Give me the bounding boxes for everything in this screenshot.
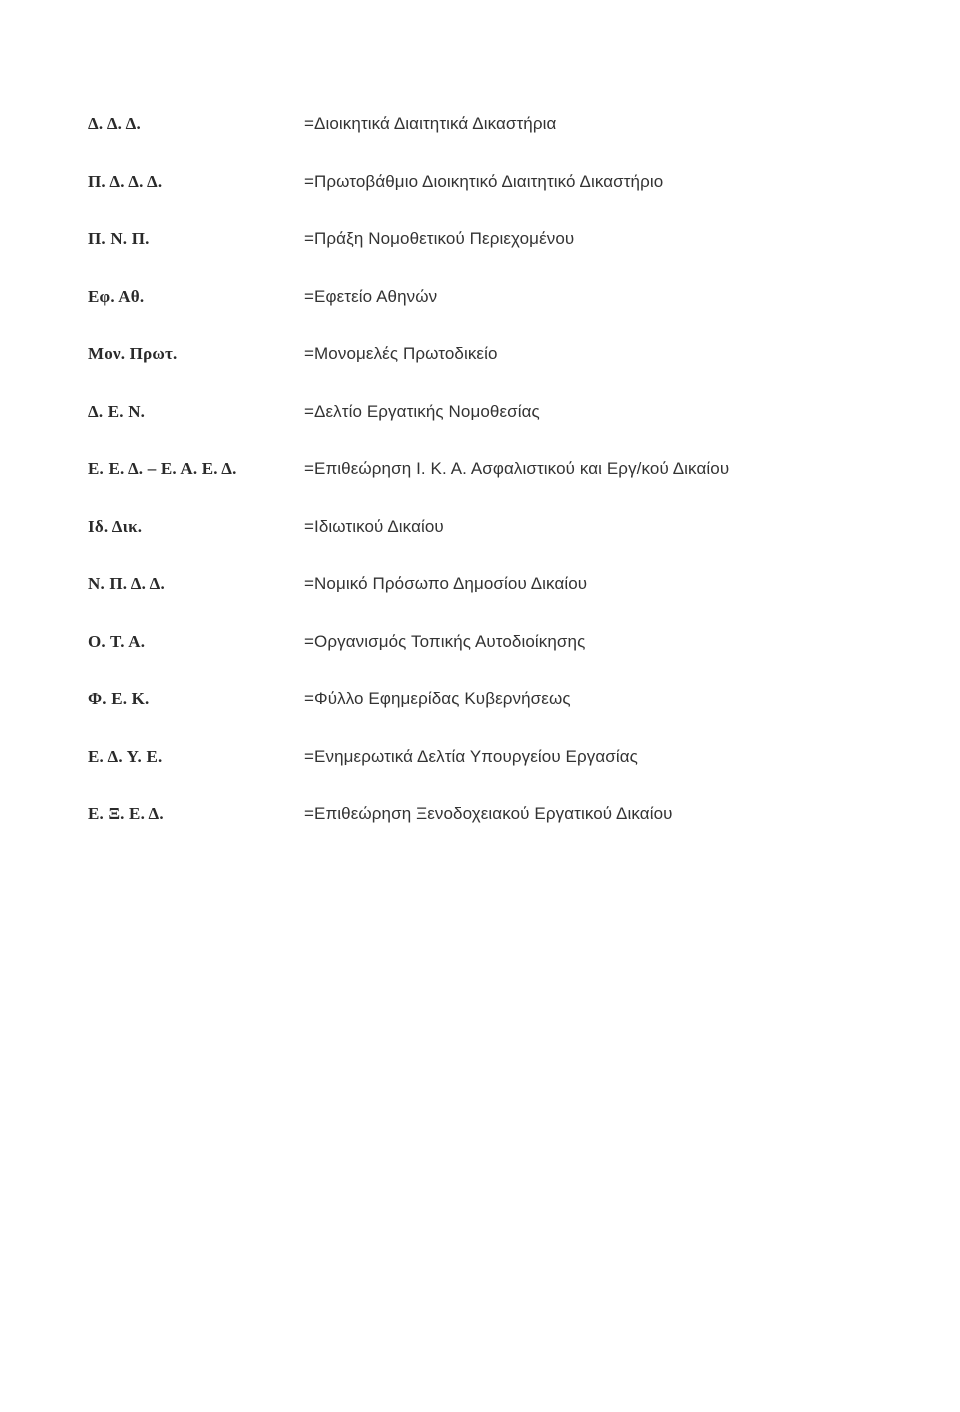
- abbreviation-row: [88, 114, 908, 172]
- abbreviation-term: Ν. Π. Δ. Δ.: [88, 574, 165, 593]
- abbreviation-definition: =Επιθεώρηση Ι. Κ. Α. Ασφαλιστικού και Εργ/κού Δικαίου: [304, 459, 730, 478]
- abbreviation-definition: =Ιδιωτικού Δικαίου: [304, 516, 444, 536]
- abbreviation-definition: =Διοικητικά Διαιτητικά Δικαστήρια: [304, 114, 557, 133]
- abbreviation-term: Μον. Πρωτ.: [88, 344, 178, 363]
- abbreviation-definition: =Νομικό Πρόσωπο Δημοσίου Δικαίου: [304, 574, 588, 593]
- abbreviation-definition: =Εφετείο Αθηνών: [304, 286, 438, 306]
- abbreviation-definition: =Επιθεώρηση Ξενοδοχειακού Εργατικού Δικαίου: [304, 804, 673, 823]
- abbreviation-row: [88, 632, 908, 690]
- abbreviation-term: Ε. Ε. Δ. – Ε. Α. Ε. Δ.: [88, 459, 237, 478]
- abbreviation-row: [88, 459, 908, 517]
- abbreviation-term: Π. Ν. Π.: [88, 229, 150, 248]
- abbreviation-term: Ο. Τ. Α.: [88, 631, 146, 651]
- abbreviation-row: [88, 747, 908, 805]
- abbreviation-term: Δ. Ε. Ν.: [88, 401, 146, 421]
- abbreviation-row: [88, 172, 908, 230]
- abbreviation-term: Ιδ. Δικ.: [88, 516, 143, 536]
- abbreviation-definition: =Πράξη Νομοθετικού Περιεχομένου: [304, 229, 575, 248]
- abbreviation-row: [88, 229, 908, 287]
- abbreviation-definition: =Φύλλο Εφημερίδας Κυβερνήσεως: [304, 689, 571, 708]
- abbreviation-definition: =Μονομελές Πρωτοδικείο: [304, 344, 498, 363]
- abbreviation-list: [88, 114, 908, 862]
- abbreviation-term: Π. Δ. Δ. Δ.: [88, 171, 163, 191]
- abbreviation-term: Εφ. Αθ.: [88, 286, 145, 306]
- abbreviation-row: [88, 689, 908, 747]
- abbreviation-row: [88, 574, 908, 632]
- abbreviation-row: [88, 344, 908, 402]
- abbreviation-definition: =Ενημερωτικά Δελτία Υπουργείου Εργασίας: [304, 746, 638, 766]
- abbreviation-term: Ε. Δ. Υ. Ε.: [88, 746, 163, 766]
- abbreviation-term: Φ. Ε. Κ.: [88, 689, 150, 708]
- abbreviation-definition: =Δελτίο Εργατικής Νομοθεσίας: [304, 401, 540, 421]
- abbreviation-row: [88, 402, 908, 460]
- abbreviation-definition: =Πρωτοβάθμιο Διοικητικό Διαιτητικό Δικαστήριο: [304, 171, 664, 191]
- abbreviation-row: [88, 517, 908, 575]
- abbreviation-row: [88, 804, 908, 862]
- abbreviation-row: [88, 287, 908, 345]
- abbreviation-term: Δ. Δ. Δ.: [88, 114, 141, 133]
- abbreviation-definition: =Οργανισμός Τοπικής Αυτοδιοίκησης: [304, 631, 586, 651]
- abbreviation-term: Ε. Ξ. Ε. Δ.: [88, 804, 164, 823]
